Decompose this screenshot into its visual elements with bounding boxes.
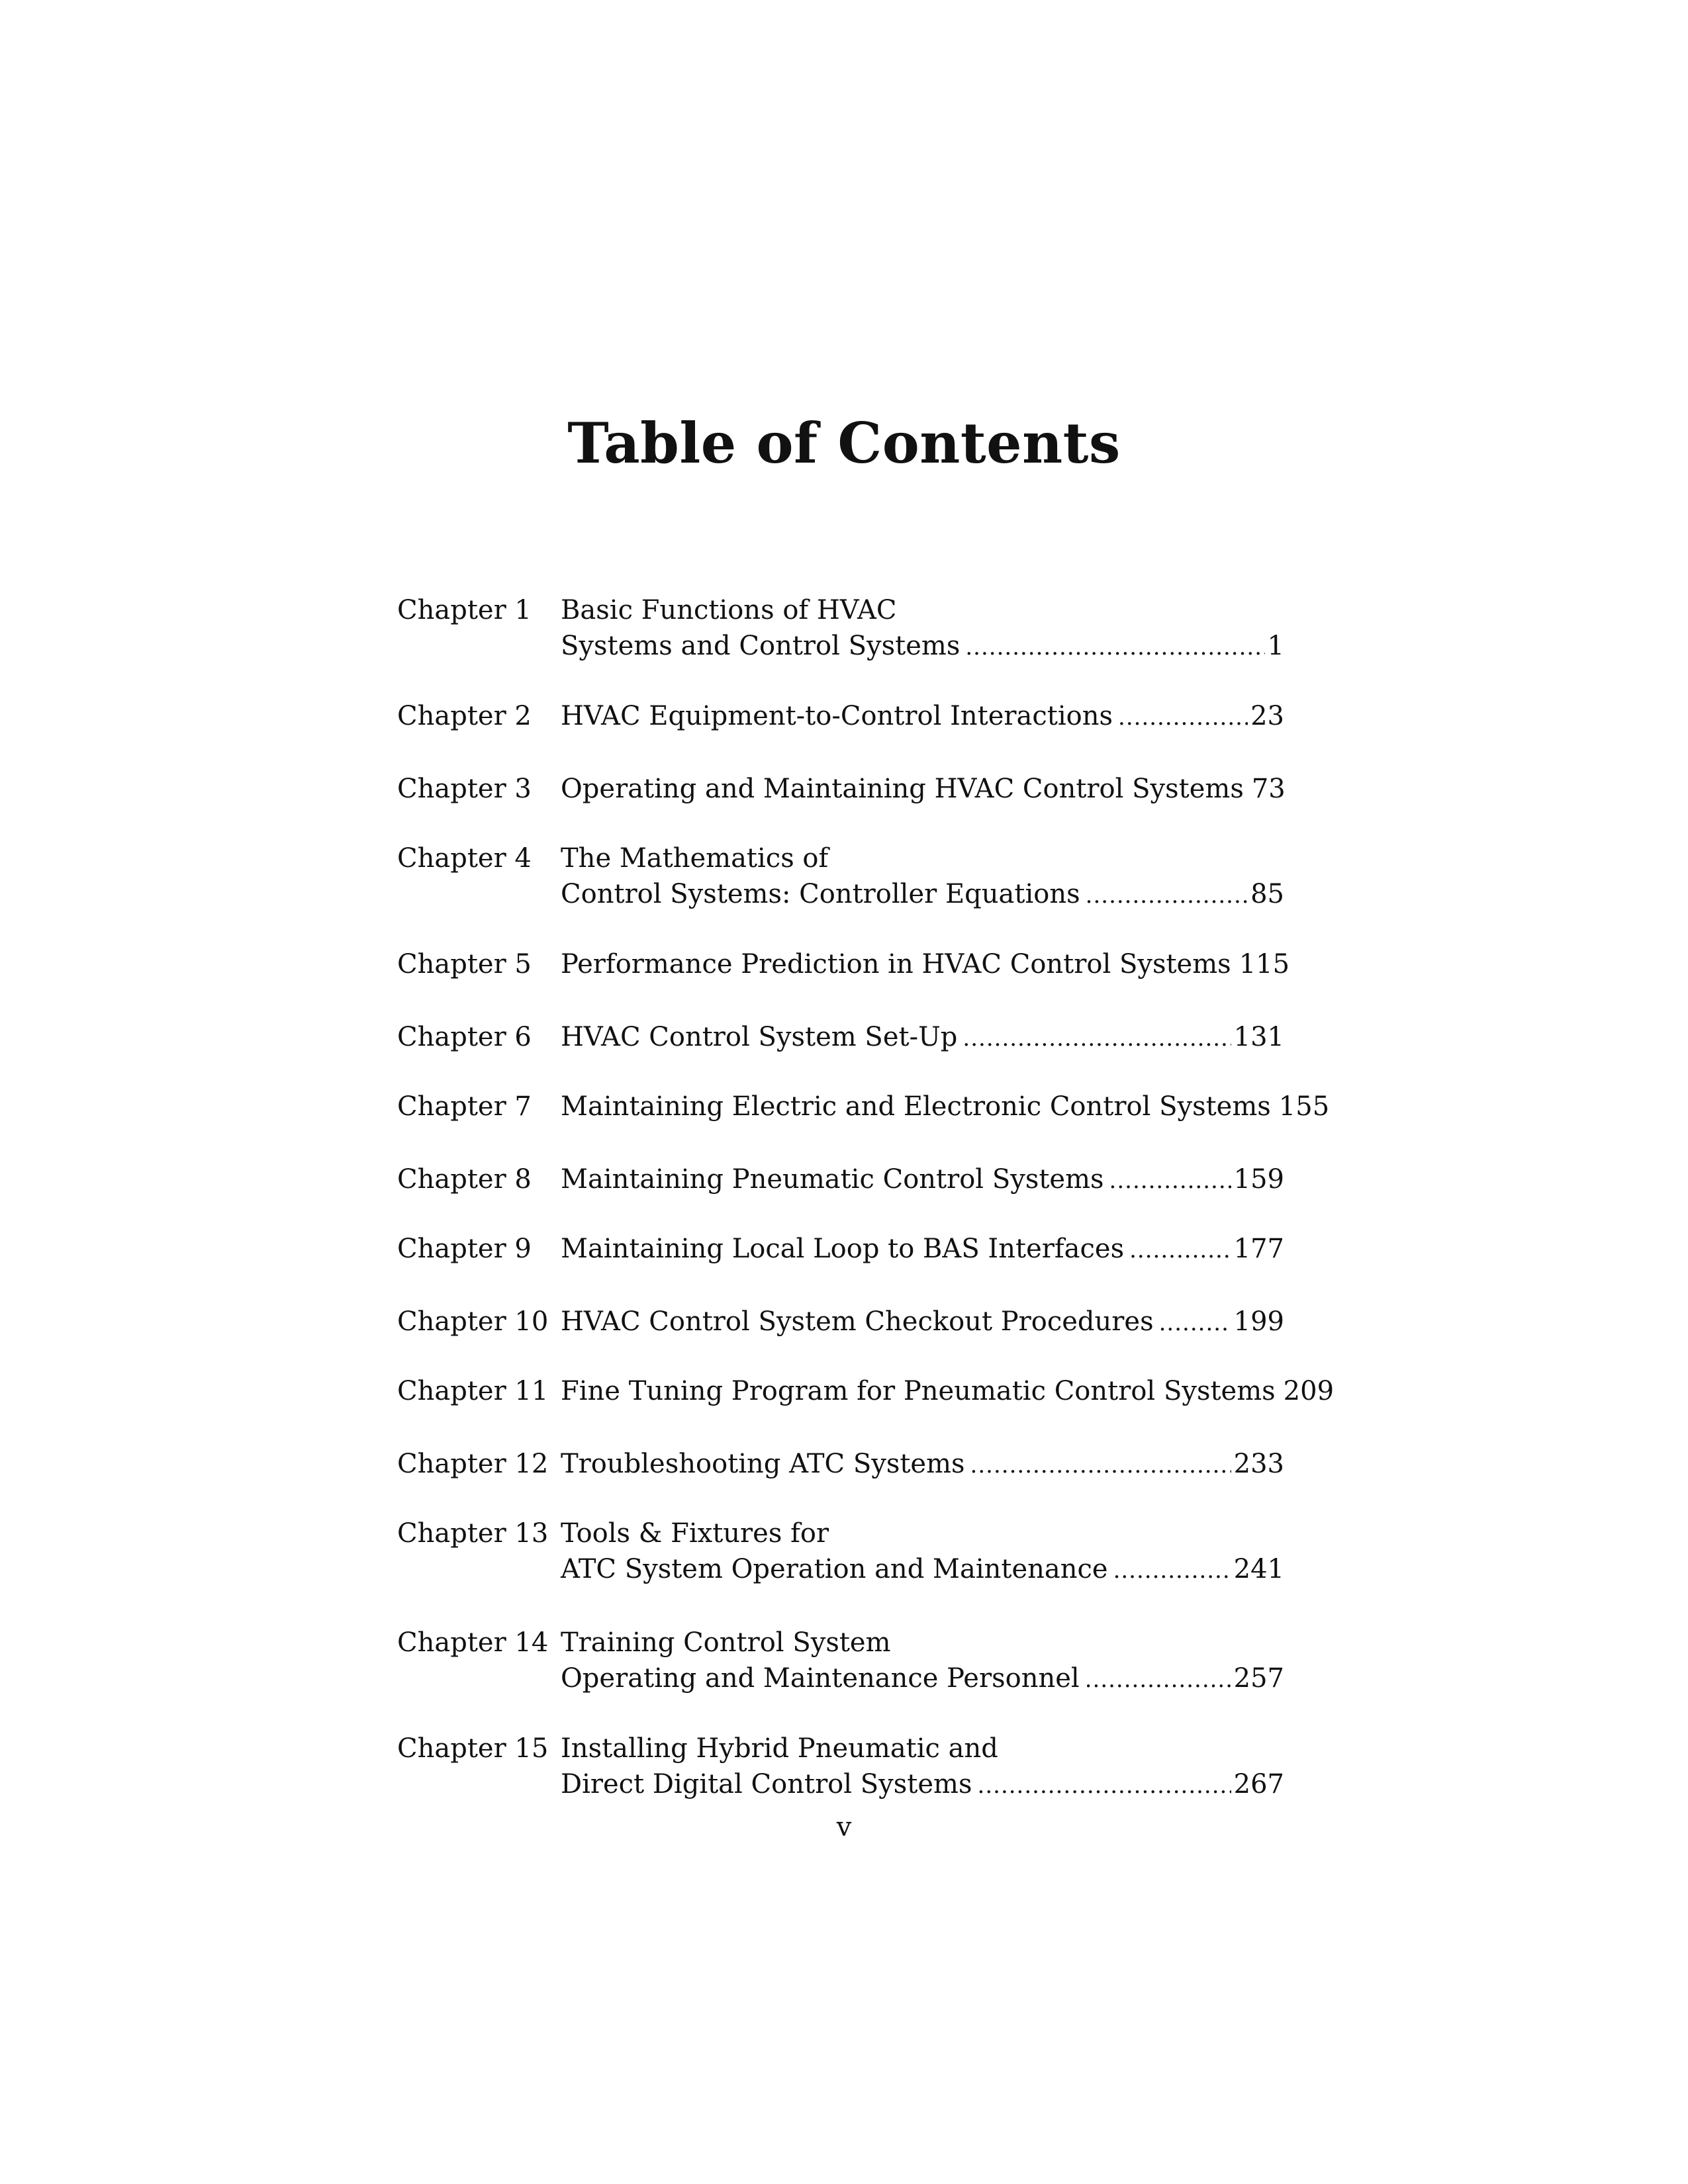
chapter-page-number: 267 [1233,1769,1284,1799]
chapter-label: Chapter 12 [397,1449,549,1479]
chapter-title-block [561,1516,1284,1587]
chapter-title-leader-line [561,1551,1284,1587]
chapter-title-line: HVAC Equipment-to-Control Interactions [561,701,1113,731]
chapter-label: Chapter 3 [397,774,532,804]
chapter-title-line: Operating and Maintenance Personnel [561,1663,1080,1694]
chapter-page-number: 1 [1267,631,1284,661]
chapter-page-number: 177 [1233,1234,1284,1264]
chapter-title-line: Direct Digital Control Systems [561,1769,972,1799]
chapter-title-block [561,1089,1330,1124]
chapter-label: Chapter 13 [397,1518,549,1549]
chapter-title-block [561,1731,1284,1802]
chapter-title-line: Training Control System [561,1627,891,1658]
chapter-title-line: Performance Prediction in HVAC Control Systems [561,949,1231,979]
chapter-title-leader-line [561,1304,1284,1340]
chapter-title-block [561,1161,1284,1197]
chapter-title-leader-line [561,876,1284,912]
chapter-page-number: 233 [1233,1449,1284,1479]
chapter-label: Chapter 7 [397,1091,532,1122]
chapter-title-leader-line [561,1446,1284,1482]
chapter-title-line: Operating and Maintaining HVAC Control Systems [561,774,1244,804]
page-number-folio: v [836,1812,852,1843]
chapter-title-line: Installing Hybrid Pneumatic and [561,1733,998,1764]
chapter-title-leader-line [561,1019,1284,1055]
chapter-label: Chapter 14 [397,1627,549,1658]
chapter-label: Chapter 4 [397,843,532,874]
chapter-title-leader-line [561,698,1284,734]
dot-leader [962,1021,1231,1056]
chapter-title-block [561,1625,1284,1696]
dot-leader [970,1447,1231,1483]
dot-leader [1159,1305,1231,1341]
chapter-title-block [561,946,1290,982]
chapter-page-number: 155 [1278,1091,1330,1122]
table-of-contents [397,0,1335,1853]
chapter-label: Chapter 10 [397,1306,549,1337]
chapter-title-block [561,1446,1284,1482]
chapter-page-number: 115 [1239,949,1290,979]
chapter-label: Chapter 8 [397,1164,532,1195]
chapter-title-block [561,841,1284,912]
chapter-page-number: 131 [1233,1022,1284,1052]
chapter-title-block [561,1304,1284,1340]
dot-leader [1118,700,1248,735]
chapter-title-leader-line [561,946,1290,982]
chapter-label: Chapter 1 [397,595,532,625]
chapter-page-number: 23 [1250,701,1284,731]
chapter-title-leader-line [561,1231,1284,1267]
chapter-page-number: 199 [1233,1306,1284,1337]
chapter-title-block [561,592,1284,664]
dot-leader [965,629,1264,665]
chapter-title-line: Troubleshooting ATC Systems [561,1449,965,1479]
chapter-title-line: The Mathematics of [561,843,829,874]
chapter-title-block [561,771,1284,807]
chapter-title-block [561,1373,1335,1409]
chapter-title-block [561,1231,1284,1267]
chapter-page-number: 209 [1283,1376,1335,1406]
chapter-title-leader-line [561,1661,1284,1696]
chapter-title-line: ATC System Operation and Maintenance [561,1554,1108,1584]
dot-leader [1129,1232,1231,1268]
chapter-title-block [561,698,1284,734]
chapter-label: Chapter 9 [397,1234,532,1264]
chapter-title-line: Maintaining Electric and Electronic Control Systems [561,1091,1271,1122]
chapter-title-leader-line [561,628,1284,664]
chapter-title-line: Fine Tuning Program for Pneumatic Control Systems [561,1376,1276,1406]
dot-leader [1086,878,1248,913]
chapter-page-number: 257 [1233,1663,1284,1694]
dot-leader [1085,1662,1231,1698]
page-title: Table of Contents [567,410,1121,476]
dot-leader [1109,1163,1231,1199]
chapter-title-line: Maintaining Pneumatic Control Systems [561,1164,1104,1195]
dot-leader [1113,1553,1231,1588]
chapter-page-number: 85 [1250,879,1284,909]
chapter-page-number: 73 [1251,774,1286,804]
chapter-label: Chapter 2 [397,701,532,731]
chapter-page-number: 159 [1233,1164,1284,1195]
chapter-title-line: Control Systems: Controller Equations [561,879,1080,909]
chapter-title-block [561,1019,1284,1055]
chapter-title-line: Maintaining Local Loop to BAS Interfaces [561,1234,1125,1264]
chapter-title-leader-line [561,1089,1330,1124]
chapter-title-line: Tools & Fixtures for [561,1518,829,1549]
chapter-title-leader-line [561,1161,1284,1197]
chapter-title-leader-line [561,1766,1284,1802]
dot-leader [978,1768,1231,1803]
chapter-label: Chapter 15 [397,1733,549,1764]
chapter-title-line: Basic Functions of HVAC [561,595,897,625]
chapter-title-line: HVAC Control System Checkout Procedures [561,1306,1154,1337]
chapter-title-line: Systems and Control Systems [561,631,961,661]
chapter-page-number: 241 [1233,1554,1284,1584]
chapter-title-leader-line [561,771,1284,807]
chapter-title-line: HVAC Control System Set-Up [561,1022,958,1052]
chapter-label: Chapter 11 [397,1376,549,1406]
chapter-title-leader-line [561,1373,1335,1409]
chapter-label: Chapter 5 [397,949,532,979]
chapter-label: Chapter 6 [397,1022,532,1052]
